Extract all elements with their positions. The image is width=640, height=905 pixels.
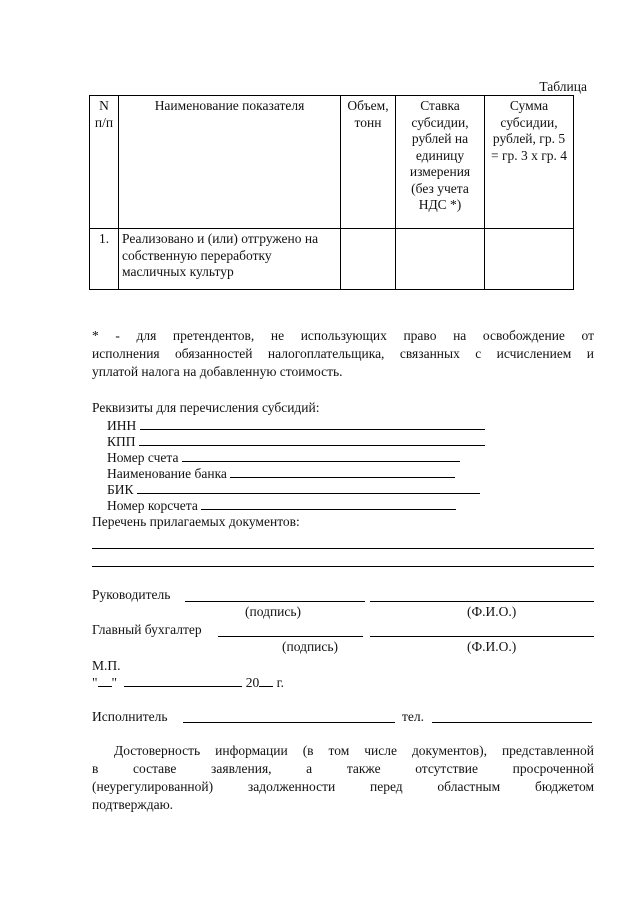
- documents-title: Перечень прилагаемых документов:: [92, 514, 300, 529]
- year-suffix: г.: [276, 675, 285, 690]
- kpp-label: КПП: [107, 434, 136, 449]
- chief-accountant-name-line[interactable]: [370, 636, 594, 637]
- account-input[interactable]: [182, 449, 460, 462]
- day-input[interactable]: [98, 674, 112, 687]
- executor-label: Исполнитель: [92, 709, 168, 724]
- bik-input[interactable]: [137, 481, 480, 494]
- executor-name-line[interactable]: [183, 722, 395, 723]
- stamp-label: М.П.: [92, 658, 121, 673]
- table-header-row: [90, 96, 574, 229]
- kpp-input[interactable]: [139, 433, 485, 446]
- bank-input[interactable]: [230, 465, 455, 478]
- account-label: Номер счета: [107, 450, 179, 465]
- header-sum: Сумма субсидии, рублей, гр. 5 = гр. 3 x гр. 4: [485, 96, 574, 229]
- header-rate: Ставка субсидии, рублей на единицу измерения (без учета НДС *): [396, 96, 485, 229]
- table-caption: Таблица: [539, 79, 587, 94]
- footnote-line: исполнения обязанностей налогоплательщика, связанных с исчислением и: [92, 346, 594, 361]
- month-input[interactable]: [124, 674, 242, 687]
- footnote: [92, 327, 594, 381]
- corr-account-input[interactable]: [201, 497, 456, 510]
- date-quote-close: ": [111, 675, 118, 690]
- phone-label: тел.: [402, 709, 425, 724]
- row-indicator: Реализовано и (или) отгружено на собственную переработку масличных культур: [119, 229, 341, 290]
- chief-accountant-label: Главный бухгалтер: [92, 622, 202, 637]
- documents-line-1[interactable]: [92, 548, 594, 549]
- corr-account-label: Номер корсчета: [107, 498, 198, 513]
- confirmation-line: подтверждаю.: [92, 797, 174, 812]
- year-input[interactable]: [259, 674, 273, 687]
- bank-label: Наименование банка: [107, 466, 227, 481]
- requisites-title: Реквизиты для перечисления субсидий:: [92, 400, 320, 415]
- header-indicator: Наименование показателя: [119, 96, 341, 229]
- header-num: N п/п: [90, 96, 119, 229]
- documents-line-2[interactable]: [92, 566, 594, 567]
- subsidy-table: [89, 95, 574, 290]
- footnote-line: * - для претендентов, не использующих право на освобождение от: [92, 328, 594, 343]
- year-prefix: 20: [245, 675, 260, 690]
- row-rate[interactable]: [396, 229, 485, 290]
- confirmation-line: (неурегулированной) задолженности перед областным бюджетом: [92, 779, 594, 794]
- confirmation-line: Достоверность информации (в том числе документов), представленной: [114, 743, 594, 758]
- phone-line[interactable]: [432, 722, 592, 723]
- confirmation-line: в составе заявления, а также отсутствие просроченной: [92, 761, 594, 776]
- table-row: [90, 229, 574, 290]
- head-label: Руководитель: [92, 587, 171, 602]
- confirmation-text: [92, 742, 594, 814]
- chief-accountant-name-hint: (Ф.И.О.): [467, 639, 517, 654]
- bik-label: БИК: [107, 482, 134, 497]
- head-name-hint: (Ф.И.О.): [467, 604, 517, 619]
- inn-label: ИНН: [107, 418, 137, 433]
- head-name-line[interactable]: [370, 601, 594, 602]
- row-volume[interactable]: [341, 229, 396, 290]
- row-sum[interactable]: [485, 229, 574, 290]
- footnote-line: уплатой налога на добавленную стоимость.: [92, 364, 343, 379]
- inn-input[interactable]: [140, 417, 485, 430]
- chief-accountant-signature-hint: (подпись): [282, 639, 339, 654]
- head-signature-line[interactable]: [185, 601, 365, 602]
- head-signature-hint: (подпись): [245, 604, 302, 619]
- header-volume: Объем, тонн: [341, 96, 396, 229]
- chief-accountant-signature-line[interactable]: [218, 636, 363, 637]
- date-quote-open: ": [92, 675, 98, 690]
- date-field: [92, 674, 284, 692]
- row-num: 1.: [90, 229, 119, 290]
